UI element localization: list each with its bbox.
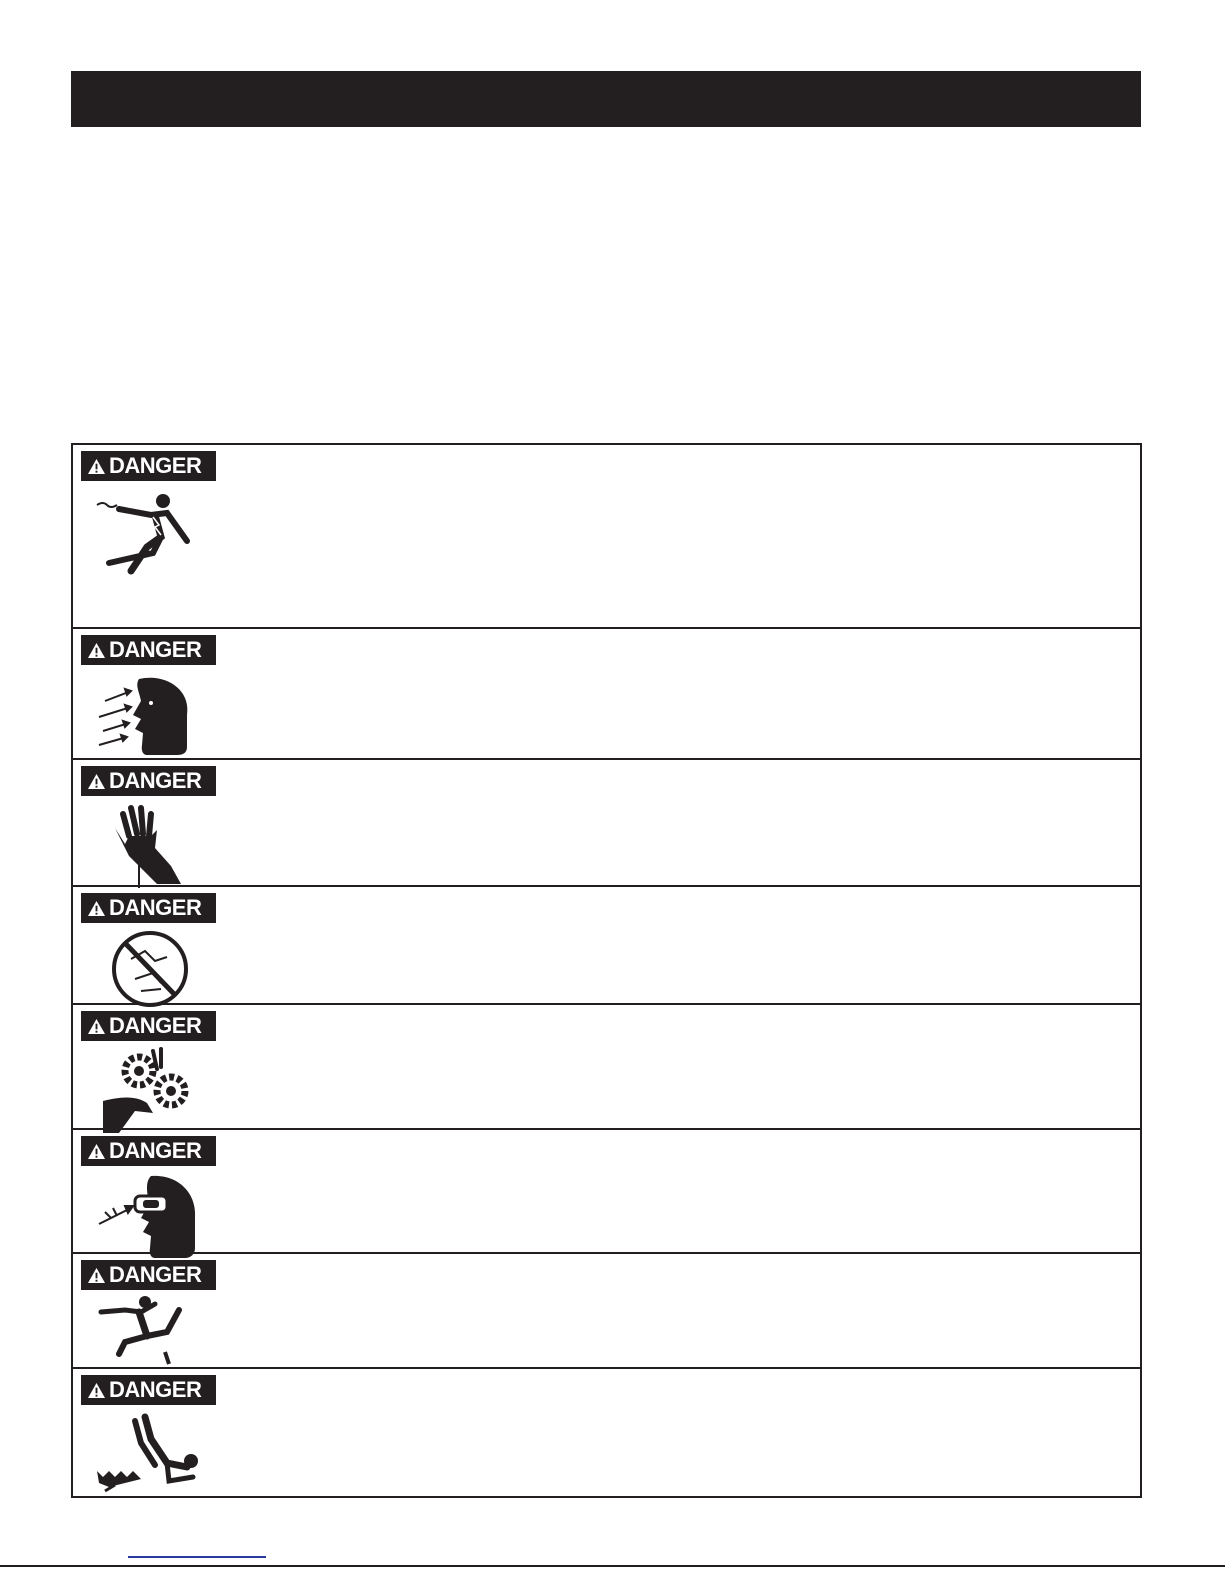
danger-label: DANGER [81, 635, 216, 665]
warning-row [73, 445, 1140, 629]
warning-triangle-icon [87, 1143, 106, 1160]
danger-label: DANGER [81, 1011, 216, 1041]
danger-label: DANGER [81, 893, 216, 923]
warning-row [73, 1130, 1140, 1254]
warning-triangle-icon [87, 458, 106, 475]
warning-row [73, 760, 1140, 887]
warning-row [73, 1005, 1140, 1130]
inhalation-hazard-icon [95, 671, 205, 761]
warning-row [73, 1254, 1140, 1369]
eye-protection-icon [95, 1172, 205, 1262]
danger-label: DANGER [81, 766, 216, 796]
danger-label: DANGER [81, 1136, 216, 1166]
hand-puncture-icon [95, 802, 205, 892]
warning-triangle-icon [87, 1382, 106, 1399]
danger-label: DANGER [81, 1375, 216, 1405]
warning-triangle-icon [87, 773, 106, 790]
warning-triangle-icon [87, 642, 106, 659]
gear-entanglement-icon [95, 1047, 205, 1137]
warning-triangle-icon [87, 1018, 106, 1035]
section-header-bar [71, 71, 1141, 127]
danger-label: DANGER [81, 451, 216, 481]
warnings-table [71, 443, 1142, 1498]
warning-row [73, 887, 1140, 1005]
electric-shock-icon [95, 487, 205, 577]
footer-divider [0, 1565, 1225, 1567]
intro-text [71, 150, 1141, 420]
footer-link-underline[interactable] [128, 1556, 266, 1558]
danger-label: DANGER [81, 1260, 216, 1290]
fall-hazard-icon [95, 1411, 205, 1501]
warning-triangle-icon [87, 900, 106, 917]
warning-row [73, 629, 1140, 760]
warning-row [73, 1369, 1140, 1496]
warning-triangle-icon [87, 1267, 106, 1284]
